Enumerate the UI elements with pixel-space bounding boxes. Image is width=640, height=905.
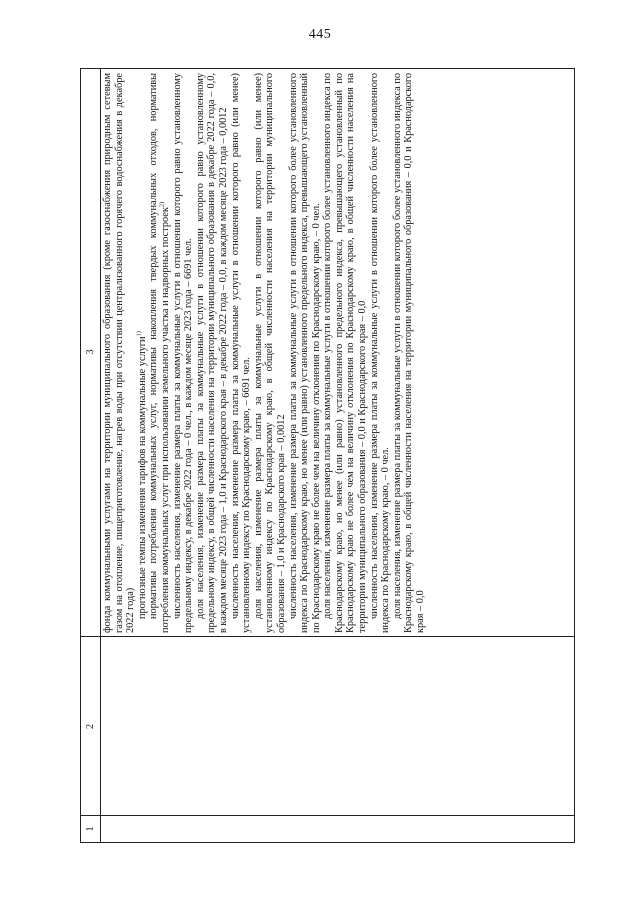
paragraph-share-above-regional: доля населения, изменение размера платы за коммунальные услуги в отношении которого более установленного индекса по Краснодарскому краю, в общей численности населения на территории муниципального образования – 0,0 и Краснодарского края – 0,0 (391, 73, 427, 633)
paragraph-consumption-norms-text: нормативы потребления коммунальных услуг, нормативы накопления твердых коммунальных отходов, нормативы потребления коммунальных услуг при использовании земельного участка и надворных построек (148, 73, 171, 633)
paragraph-population-between: численность населения, изменение размера платы за коммунальные услуги в отношении которого более установленного индекса по Краснодарскому краю, но менее (или равно) установленного предельного индекса, превышающего установленный по Краснодарскому краю не более чем на величину отклонения по Краснодарскому краю, – 0 чел. (287, 73, 322, 633)
page-number: 445 (308, 27, 332, 42)
paragraph-consumption-norms (148, 73, 171, 633)
paragraph-housing-fund: фонда коммунальными услугами на территории муниципального образования (кроме газоснабжения природным сетевым газом на отопление, пищеприготовление, нагрев воды при отсутствии централизованного горячего водоснабжения в декабре 2022 года) (102, 73, 137, 633)
paragraph-population-above-regional: численность населения, изменение размера платы за коммунальные услуги в отношении которого более установленного индекса по Краснодарскому краю, – 0 чел. (368, 73, 392, 633)
paragraph-share-below-regional: доля населения, изменение размера платы за коммунальные услуги в отношении которого равно (или менее) установленному индексу по Краснодарскому краю, в общей численности населения на территории муниципального образования – 1,0 и Краснодарского края – 0,0012 (252, 73, 287, 633)
paragraph-population-below-regional: численность населения, изменение размера платы за коммунальные услуги в отношении которого равно (или менее) установленному индексу по Краснодарскому краю, – 6691 чел. (229, 73, 253, 633)
paragraph-share-between: доля населения, изменение размера платы за коммунальные услуги в отношении которого более установленного индекса по Краснодарскому краю, но менее (или равно) установленного предельного индекса, превышающего установленный по Краснодарскому краю не более чем на величину отклонения по Краснодарскому краю, в общей численности населения на территории муниципального образования – 0,0 и Краснодарского края – 0,0 (322, 73, 369, 633)
header-row-divider (100, 69, 101, 842)
column-divider-2 (81, 636, 574, 637)
paragraph-share-equal-max: доля населения, изменение размера платы за коммунальные услуги в отношении которого равно установленному предельному индексу, в общей численности населения на территории муниципального образования в декабре 2022 года – 0,0, в каждом месяце 2023 года – 1,0 и Краснодарского края – в декабре 2022 года – 0,0, в каждом месяце 2023 года – 0,0012 (194, 73, 229, 633)
column-divider-1 (81, 815, 574, 816)
footnote-mark-2: 2) (158, 201, 166, 208)
footnote-mark-1: 1) (135, 331, 143, 337)
paragraph-tariff-forecast (137, 73, 149, 633)
rotated-table-area (80, 68, 575, 843)
paragraph-population-equal-max: численность населения, изменение размера платы за коммунальные услуги в отношении которого равно установленному предельному индексу, в декабре 2022 года – 0 чел., в каждом месяце 2023 года – 6691 чел. (171, 73, 195, 633)
column-3-cell (102, 73, 427, 633)
data-table (80, 68, 575, 843)
column-3-number: 3 (85, 349, 96, 355)
column-1-number: 1 (85, 826, 96, 832)
column-2-number: 2 (85, 723, 96, 730)
paragraph-tariff-forecast-text: прогнозные темпы изменения тарифов на коммунальные услуги (136, 336, 148, 619)
